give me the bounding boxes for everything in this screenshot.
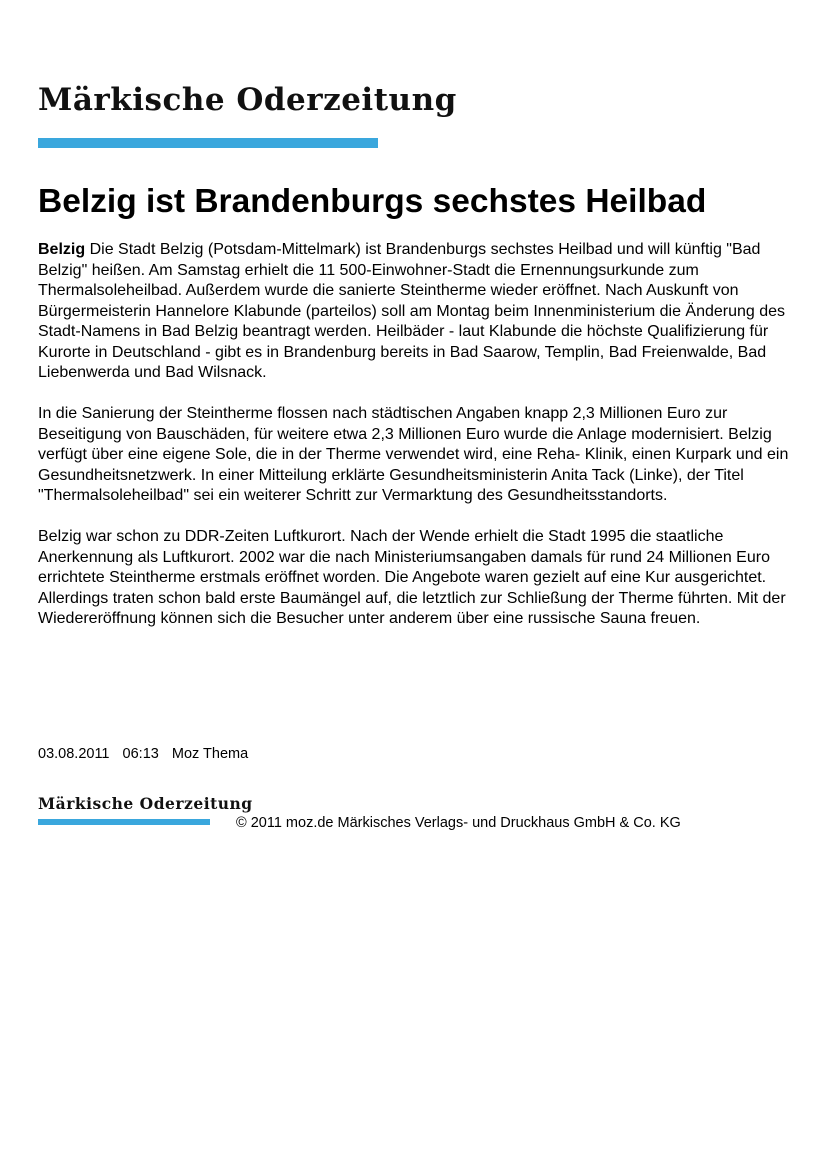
article-paragraph-2: In die Sanierung der Steintherme flossen nach städtischen Angaben knapp 2,3 Millionen Euro zur Beseitigung von Bauschäden, für weitere etwa 2,3 Millionen Euro wurde die Anlage modernisiert. Belzig verfügt über eine eigene Sole, die in der Therme verwendet wird, eine Reha- Klinik, einen Kurpark und ein Gesundheitsnetzwerk. In einer Mitteilung erklärte Gesundheitsministerin Anita Tack (Linke), der Titel "Thermalsoleheilbad" sei ein weiterer Schritt zur Vermarktung des Gesundheitsstandorts. (38, 405, 789, 504)
logo-text: Märkische Oderzeitung (38, 82, 457, 118)
article-time: 06:13 (122, 746, 159, 762)
article-section: Moz Thema (171, 746, 249, 762)
article-paragraph-3: Belzig war schon zu DDR-Zeiten Luftkurort. Nach der Wende erhielt die Stadt 1995 die staatliche Anerkennung als Luftkurort. 2002 war die nach Ministeriumsangaben damals für rund 24 Millionen Euro errichtete Steintherme erstmals eröffnet worden. Die Angebote waren gezielt auf eine Kur ausgerichtet. Allerdings traten schon bald erste Baumängel auf, die letztlich zur Schließung der Therme führten. Mit der Wiedereröffnung können sich die Besucher unter anderem über eine russische Sauna freuen. (38, 528, 786, 627)
copyright-notice: © 2011 moz.de Märkisches Verlags- und Druckhaus GmbH & Co. KG (236, 815, 681, 831)
article-headline: Belzig ist Brandenburgs sechstes Heilbad (38, 183, 707, 220)
footer-logo-text: Märkische Oderzeitung (38, 794, 253, 813)
article-body (38, 240, 798, 650)
masthead-logo (38, 80, 457, 148)
footer-logo (38, 794, 253, 825)
article-meta (38, 744, 257, 764)
paragraph-1-text: Die Stadt Belzig (Potsdam-Mittelmark) ist Brandenburgs sechstes Heilbad und will künftig "Bad Belzig" heißen. Am Samstag erhielt die 11 500-Einwohner-Stadt die Ernennungsurkunde zum Thermalsoleheilbad. Außerdem wurde die sanierte Steintherme wieder eröffnet. Nach Auskunft von Bürgermeisterin Hannelore Klabunde (parteilos) soll am Montag beim Innenministerium die Änderung des Stadt-Namens in Bad Belzig beantragt werden. Heilbäder - laut Klabunde die höchste Qualifizierung für Kurorte in Deutschland - gibt es in Brandenburg bereits in Bad Saarow, Templin, Bad Freienwalde, Bad Liebenwerda und Bad Wilsnack. (38, 241, 786, 381)
footer-logo-accent-bar (38, 819, 210, 825)
article-date: 03.08.2011 (38, 746, 110, 762)
logo-accent-bar (38, 138, 378, 148)
article-paragraph-1 (38, 240, 798, 384)
dateline: Belzig (38, 241, 86, 258)
